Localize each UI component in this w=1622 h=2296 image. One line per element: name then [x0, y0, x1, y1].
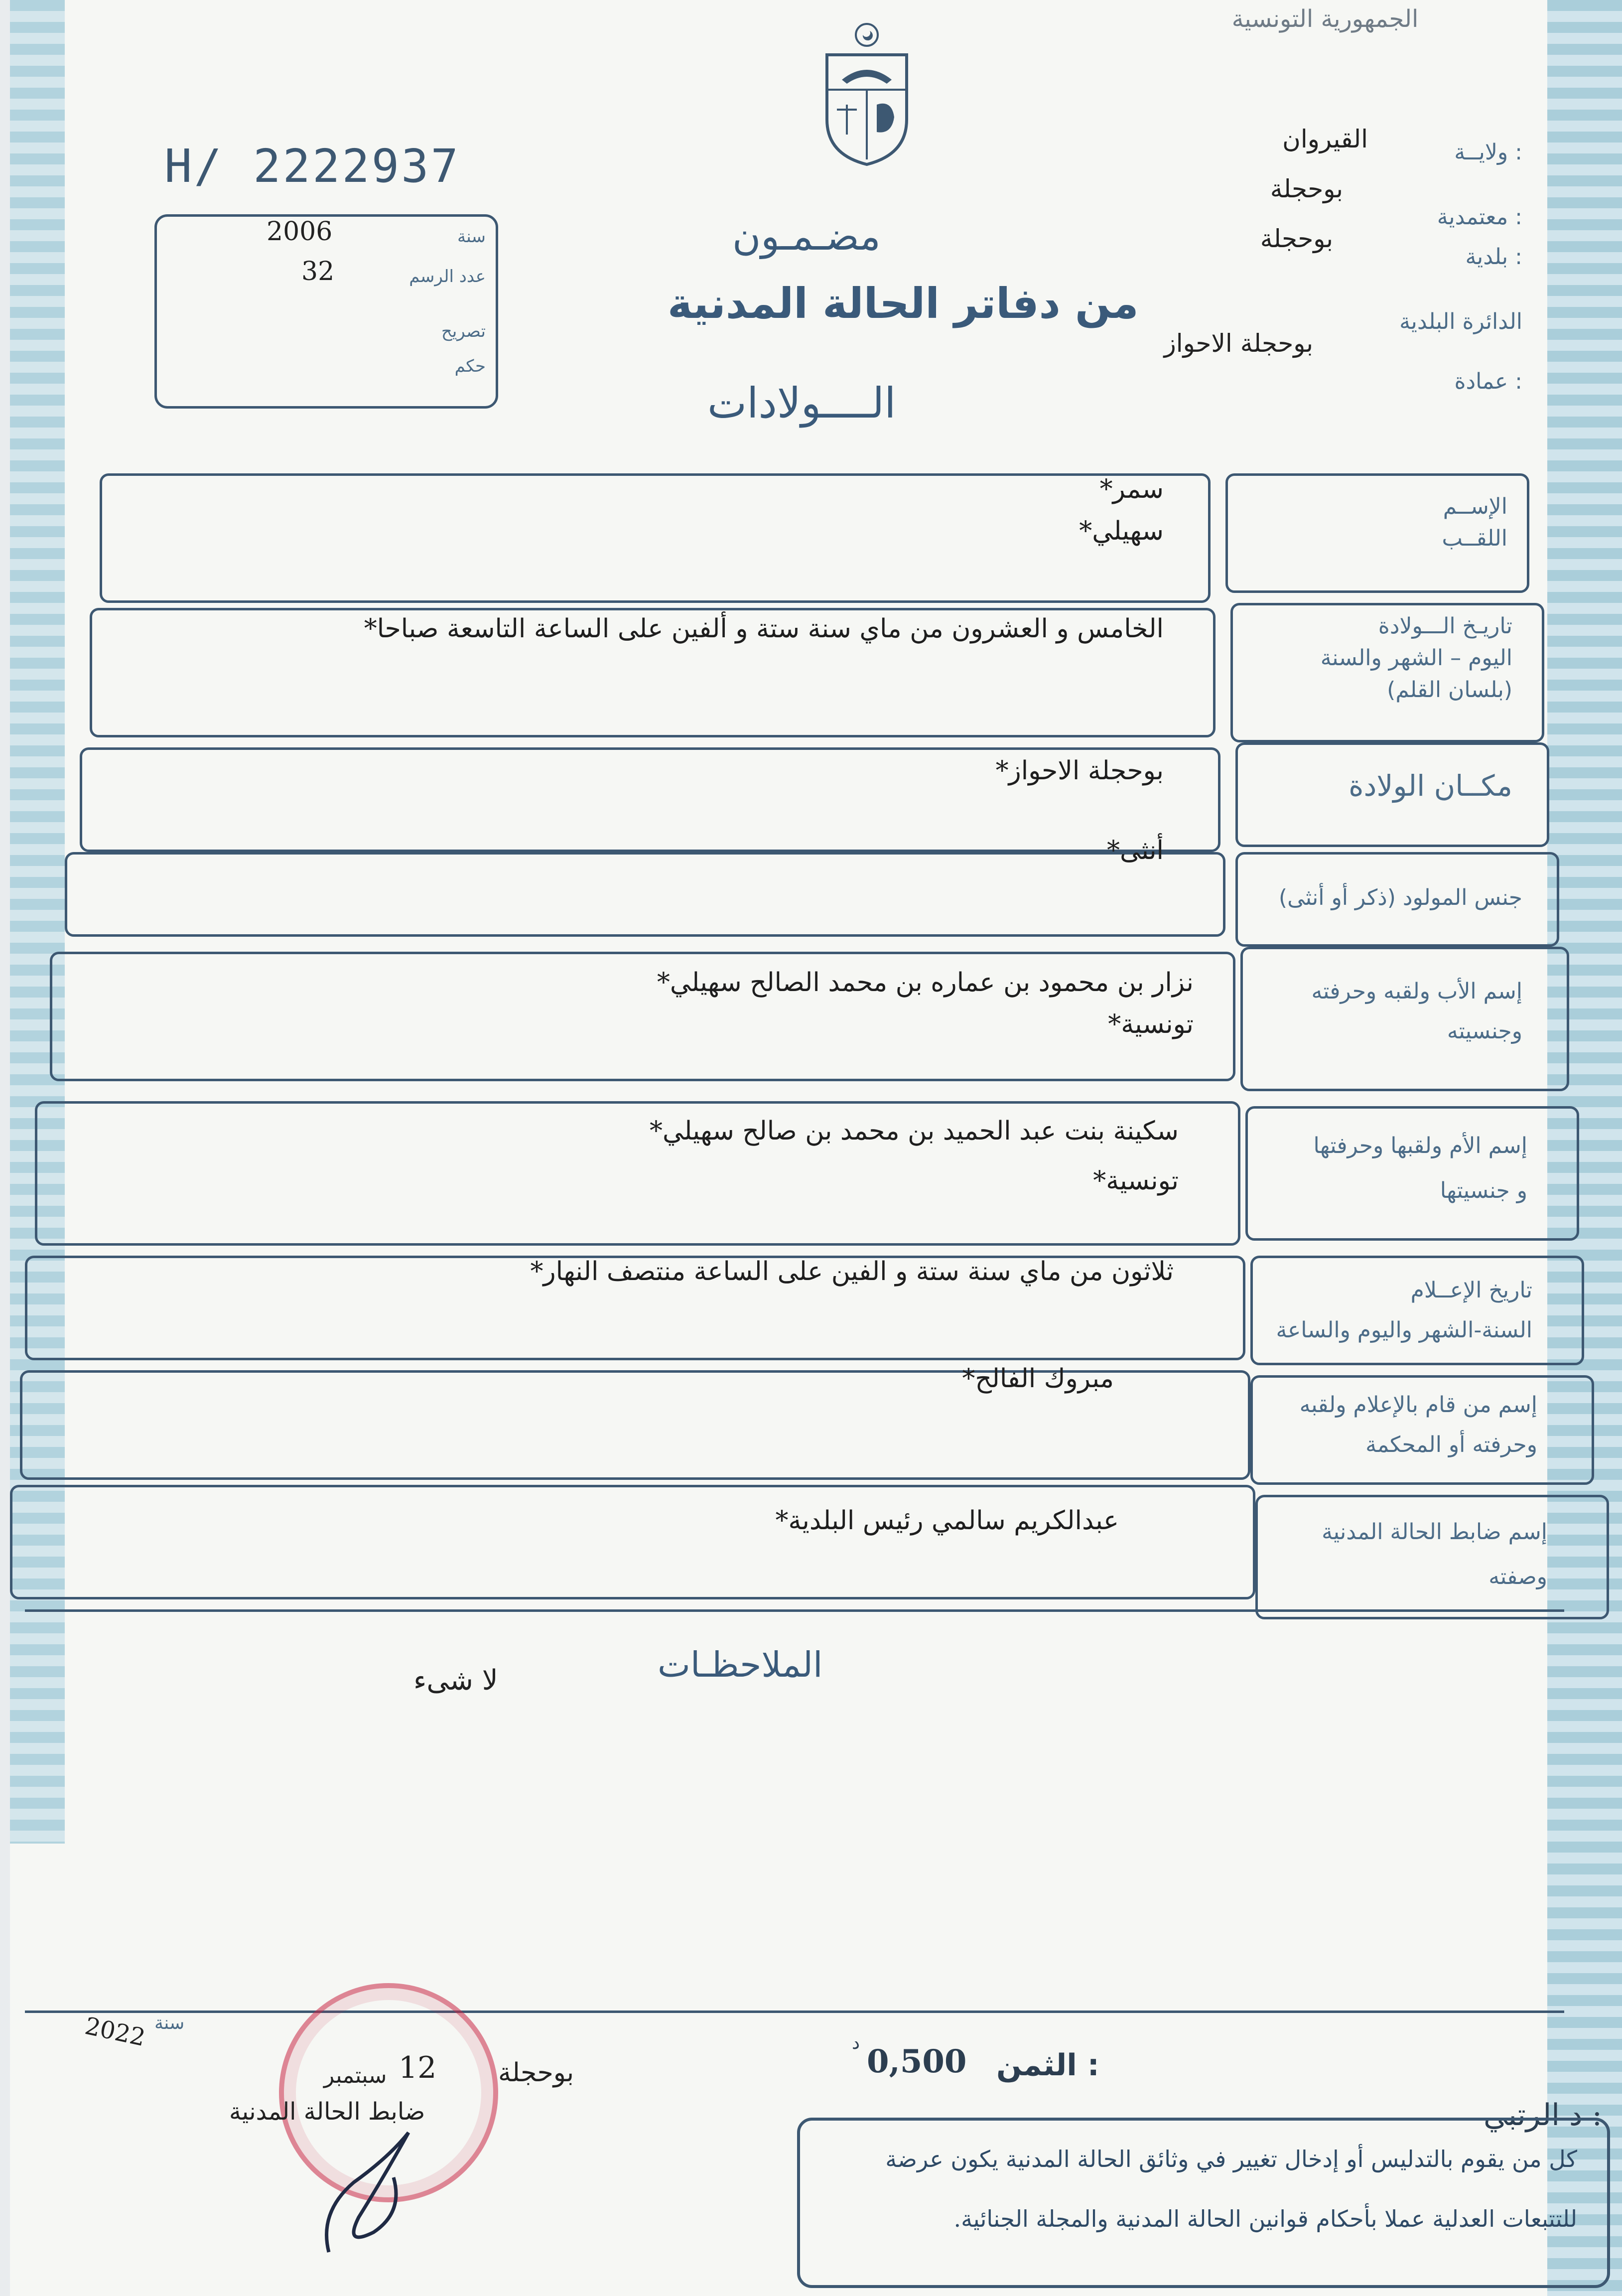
- registers-title: من دفاتر الحالة المدنية: [668, 279, 1139, 328]
- declaration-label: تصريح: [441, 321, 486, 341]
- declaration-date-value: ثلاثون من ماي سنة ستة و الفين على الساعة منتصف النهار*: [530, 1257, 1174, 1287]
- father-value: نزار بن محمود بن عماره بن محمد الصالح سهيلي* تونسية*: [657, 968, 1194, 1039]
- wilaya-label: ولايــة :: [1454, 140, 1522, 165]
- legal-warning-line-2: للتتبعات العدلية عملا بأحكام قوانين الحالة المدنية والمجلة الجنائية.: [953, 2205, 1577, 2232]
- coat-of-arms-icon: [807, 20, 927, 169]
- record-number-value: 32: [301, 257, 335, 287]
- wilaya-value: القيروان: [1282, 125, 1368, 153]
- declarant-value: مبروك الفالح*: [962, 1364, 1114, 1394]
- registration-box: [154, 214, 498, 409]
- mootamadia-label: معتمدية :: [1437, 204, 1522, 230]
- year-label: سنة: [457, 227, 486, 247]
- imada-value: بوحجلة الاحواز: [1164, 329, 1313, 358]
- footer-officer: ضابط الحالة المدنية: [229, 2098, 425, 2126]
- footer-place: بوحجلة: [498, 2058, 574, 2088]
- father-label: إسم الأب ولقبه وحرفته وجنسيته: [1311, 979, 1522, 1044]
- birth-place-label: مكــان الولادة: [1349, 769, 1512, 803]
- footer-side-label: د الرتبي :: [1484, 2098, 1602, 2133]
- sex-value-box: [65, 852, 1225, 937]
- birth-date-label: تاريـخ الـــولادة اليوم – الشهر والسنة (بلسان القلم): [1320, 613, 1512, 703]
- legal-warning-box: [797, 2118, 1610, 2288]
- name-label: الإســم اللقــب: [1442, 494, 1507, 551]
- sex-label: جنس المولود (ذكر أو أنثى): [1278, 885, 1522, 910]
- births-title: الــــولادات: [707, 379, 896, 428]
- imada-label: عمادة :: [1454, 369, 1522, 394]
- declarant-label: إسم من قام بالإعلام ولقبه وحرفته أو المحكمة: [1299, 1392, 1537, 1457]
- footer-day: 12: [399, 2050, 437, 2085]
- name-value: سمر* سهيلي*: [1079, 474, 1164, 546]
- legal-warning-line-1: كل من يقوم بالتدليس أو إدخال تغيير في وثائق الحالة المدنية يكون عرضة: [885, 2146, 1577, 2172]
- year-value: 2006: [267, 217, 333, 247]
- birth-date-value: الخامس و العشرون من ماي سنة ستة و ألفين على الساعة التاسعة صباحا*: [364, 614, 1164, 644]
- notes-value: لا شىء: [413, 1664, 498, 1697]
- price-value: 0,500: [867, 2043, 967, 2080]
- footer-year-value: 2022: [82, 2011, 148, 2052]
- footer-month: سبتمبر: [324, 2063, 387, 2088]
- mother-value: سكينة بنت عبد الحميد بن محمد بن صالح سهيلي* تونسية*: [649, 1116, 1179, 1196]
- municipal-district-label: الدائرة البلدية: [1399, 309, 1522, 334]
- sex-value: أنثى*: [1107, 836, 1164, 865]
- document-sheet: [10, 0, 1622, 2296]
- birth-place-value: بوحجلة الاحواز*: [995, 756, 1164, 786]
- notes-title: الملاحظـات: [658, 1644, 823, 1685]
- name-value-box: [100, 473, 1211, 603]
- officer-label: إسم ضابط الحالة المدنية وصفته: [1322, 1519, 1547, 1589]
- republic-header: الجمهورية التونسية: [1231, 5, 1419, 33]
- mother-label: إسم الأم ولقبها وحرفتها و جنسيتها: [1313, 1133, 1527, 1203]
- footer-year-label: سنة: [154, 2013, 185, 2033]
- baladia-value: بوحجلة: [1260, 224, 1333, 253]
- signature-icon: [309, 2103, 438, 2262]
- serial-number: H/ 2222937: [164, 140, 460, 193]
- price-unit: د: [852, 2033, 860, 2053]
- mootamadia-value: بوحجلة: [1270, 174, 1343, 203]
- declaration-date-label: تاريخ الإعــلام السنة-الشهر واليوم والساعة: [1276, 1278, 1532, 1343]
- price-label: الثمن :: [996, 2048, 1099, 2083]
- extract-title: مضـمـون: [732, 214, 881, 259]
- baladia-label: بلدية :: [1465, 244, 1522, 270]
- record-number-label: عدد الرسم: [409, 267, 486, 287]
- officer-value: عبدالكريم سالمي رئيس البلدية*: [775, 1506, 1119, 1536]
- judgment-label: حكم: [454, 356, 486, 376]
